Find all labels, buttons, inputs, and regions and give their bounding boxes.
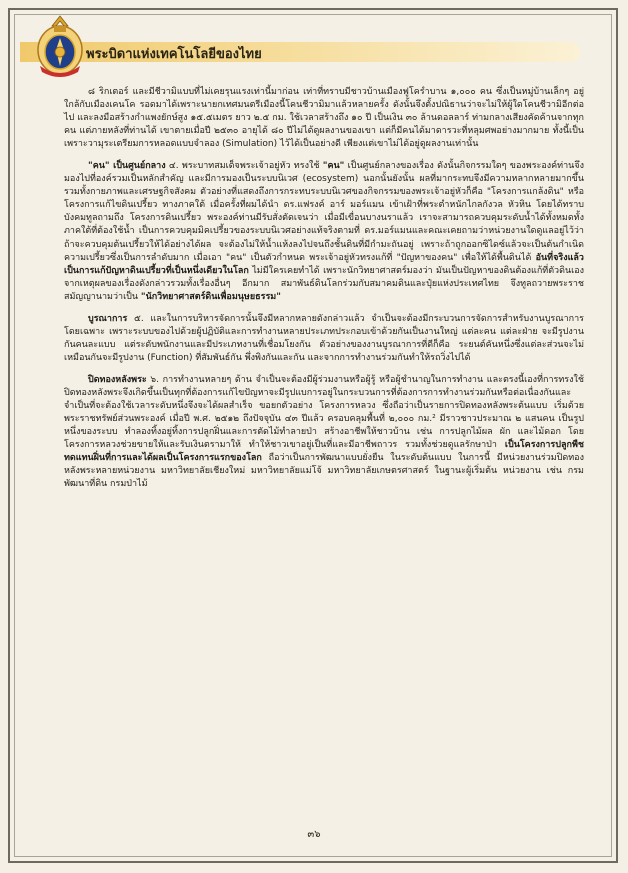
- page-number: ๓๖: [307, 829, 321, 840]
- bold-text-run: ปิดทองหลังพระ: [88, 374, 147, 385]
- text-run: เป็นศูนย์กลางของเรื่อง ดังนั้นกิจกรรมใดๆ ของพระองค์ท่านจึงมองไปที่องค์รวมเป็นหลักสำคัญ และมีการมองเป็นระบบนิเวศ (ecosystem) นอกนั้นยังนั้น ผลที่มากระทบจึงมีความหลากหลายมากขึ้น รวมทั้งกายภาพและเศรษฐกิจสังคม ตัวอย่างที่แสดงถึงการกระทบระบบนิเวศของกิจกรรมของพระเจ้าอยู่หัวก็คือ "โครงการแกล้งดิน" หรือโครงการแก้ไขดินเปรี้ยว ทางภาคใต้ เมื่อครั้งที่ผมได้นำ ดร.แฟรงค์ อาร์ มอร์แมน เข้าเฝ้าที่พระตำหนักไกลกังวล หัวหิน โดยได้ทราบบังคมทูลถามถึง โครงการดินเปรี้ยว พระองค์ท่านมีรับสั่งตัดเจนว่า เมื่อมีเขื่อนบางนราแล้ว เราจะสามารถควบคุมระดับน้ำได้ทั้งหมดทั้งภาคใต้ที่ต้องใช้น้ำ เป็นการควบคุมมิคเปรี้ยวของระบบนิเวศอย่างแท้จริงตามที่ ดร.มอร์แมนและคณะเคยถามว่าหน่วยงานใดดูแลอยู่ไว้ว่า ถ้าจะควบคุมต้นเปรี้ยวให้ได้อย่างได้ผล จะต้องไม่ให้น้ำแห้งลงไปจนถึงชั้นดินที่มีกำมะถันอยู่ เพราะถ้าถูกออกซิไดซ์แล้วจะเป็นต้นกำเนิดความเปรี้ยวซึ่งเป็นการลำดับมาก เมื่อเอา "คน" เป็นตัวกำหนด พระเจ้าอยู่หัวทรงแก้ที่ "ปัญหาของคน" เพื่อให้ได้พื้นดินได้: [64, 161, 584, 263]
- paragraph: [64, 160, 584, 304]
- bold-text-run: อันที่จริงแล้วเป็นการแก้ปัญหาดินเปรี้ยวที่เป็นหนึ่งเดียวในโลก: [64, 252, 584, 276]
- paragraph: [64, 313, 584, 365]
- text-run: ๕. และในการบริหารจัดการนั้นจึงมีหลากหลายดังกล่าวแล้ว จำเป็นจะต้องมีกระบวนการจัดการสำหรับงานบูรณาการโดยเฉพาะ เพราะระบบของไปด้วยผู้ปฏิบัติและการทำงานหลายประเภทประกอบเข้าด้วยกันเป็นงานใหญ่ แต่ละคน แต่ละฝ่าย จะมีรูปงานกันคนละแบบ แต่ระดับพนักงานและมีประเภทงานที่เชื่อมโยงกัน ตัวอย่างของงานบูรณาการที่ดีก็คือ ระยนต์คันหนึ่งซึ่งแต่ละส่วนจะไม่เหมือนกันจะมีรูปงาน (Function) ที่สัมพันธ์กัน พึ่งพิงกันและกัน และจากการทำงานร่วมกันทำให้รถวิ่งไปได้: [64, 313, 584, 363]
- header-title: พระบิดาแห่งเทคโนโลยีของไทย: [86, 47, 262, 62]
- bold-text-run: "คน": [322, 161, 345, 172]
- text-run: ๔. พระบาทสมเด็จพระเจ้าอยู่หัว ทรงใช้: [165, 161, 323, 172]
- paragraph: [64, 86, 584, 151]
- text-run: ๖. การทำงานหลายๆ ด้าน จำเป็นจะต้องมีผู้ร่วมงานหรือผู้รู้ หรือผู้ชำนาญในการทำงาน และตรงนี้เองที่การทรงใช้ปิดทองหลังพระจึงเกิดขึ้นเป็นทุกที่ต้องการแก้ไขปัญหาจะมีรูปแบการอยู่ในกระบวนการที่ต้องการการทำงานร่วมกันหรือต่อเนื่องกันและจำเป็นที่จะต้องใช้เวลาระดับหนึ่งจึงจะได้ผลสำเร็จ ขอยกตัวอย่าง โครงการหลวง ซึ่งถือว่าเป็นรายการปิดทองหลังพระต้นแบบ เริ่มด้วยพระราชทรัพย์ส่วนพระองค์ เมื่อปี พ.ศ. ๒๕๑๒ ถึงปัจจุบัน ๔๓ ปีแล้ว ครอบคลุมพื้นที่ ๒,๐๐๐ กม.² มีราวชาวประมาณ ๒ แสนคน เป็นรูปหนึ่งของระบบ ทำลองทิ้งอยู่ทิ้งการปลูกฝิ่นและการตัดไม้ทำลายป่า สร้างอาชีพให้ชาวบ้าน เช่น การปลูกไม้ผล ผัก และไม้ดอก โดยโครงการหลวงช่วยขายให้และรับเงินตรามาให้ ทำให้ชาวเขาอยู่เป็นที่และมีอาชีพถาวร รวมทั้งช่วยดูแลรักษาป่า: [64, 374, 584, 451]
- paragraph: [64, 374, 584, 491]
- body-text: [64, 86, 584, 491]
- bold-text-run: "คน" เป็นศูนย์กลาง: [88, 161, 166, 172]
- text-run: ไม่มีใครเคยทำได้ เพราะนักวิทยาศาสตร์มองว่า มันเป็นปัญหาของดินต้องแก้ที่ตัวดินเองจากเหตุผลของเรื่องดังกล่าวรวมทั้งเรื่องอื่นๆ อีกมาก สมาพันธ์ดินโลกร่วมกับสมาคมดินและปุ๋ยแห่งประเทศไทย จึงทูลถวายพระราชสมัญญานามว่าเป็น: [64, 265, 584, 302]
- royal-emblem-icon: [34, 14, 86, 80]
- bold-text-run: บูรณาการ: [88, 313, 128, 324]
- text-run: ถือว่าเป็นการพัฒนาแบบยั่งยืน ในระดับต้นแบบ ในการนี้ มีหน่วยงานร่วมปิดทองหลังพระหลายหน่วยงาน มหาวิทยาลัยเชียงใหม่ มหาวิทยาลัยแม่โจ้ มหาวิทยาลัยเกษตรศาสตร์ ในฐานะผู้เริ่มต้น หน่วยงาน เช่น กรมพัฒนาที่ดิน กรมป่าไม้: [64, 453, 584, 490]
- text-run: ๘ ริกเตอร์ และมีชีวามิแบบที่ไม่เคยรุนแรงเท่านี้มาก่อน เท่าที่ทราบมีชาวบ้านเมืองฟูโครำบาน ๑,๐๐๐ คน ซึ่งเป็นหมู่บ้านเล็กๆ อยู่ใกล้กับเมืองเคนโค รอดมาได้เพราะนายกเทศมนตรีเมืองนี้โคนชีวามิมาแล้วหลายครั้ง ดังนั้นจึงตั้งปณิธานว่าจะไม่ให้ผู้ใดโคนชีวามิอีกต่อไป และลงมือสร้างกำแพงยักษ์สูง ๑๕.๕เมตร ยาว ๒.๕ กม. ใช้เวลาสร้างถึง ๑๐ ปี เป็นเงิน ๓๐ ล้านดอลลาร์ ท่ามกลางเสียงคัดค้านจากทุกคน แต่ภายหลังที่ท่านได้ เขาตายเมื่อปี ๒๕๓๐ อายุได้ ๘๐ ปีไม่ได้ดูผลงานของเขา แต่ก็มีคนได้มาดารวะที่หลุมศพอย่างมากมาย ทั้งนี้เป็นเพราะวามุระเตรียมการหลอดแบบจำลอง (Simulation) ไว้ได้เป็นอย่างดี เพียงแต่เขาไม่ได้อยู่ดูผลงานเท่านั้น: [64, 87, 584, 150]
- bold-text-run: เป็นโครงการปลูกพืชทดแทนฝิ่นที่การและได้ผลเป็นโครงการแรกของโลก: [64, 440, 584, 464]
- bold-text-run: "นักวิทยาศาสตร์ดินเพื่อมนุษยธรรม": [140, 291, 281, 302]
